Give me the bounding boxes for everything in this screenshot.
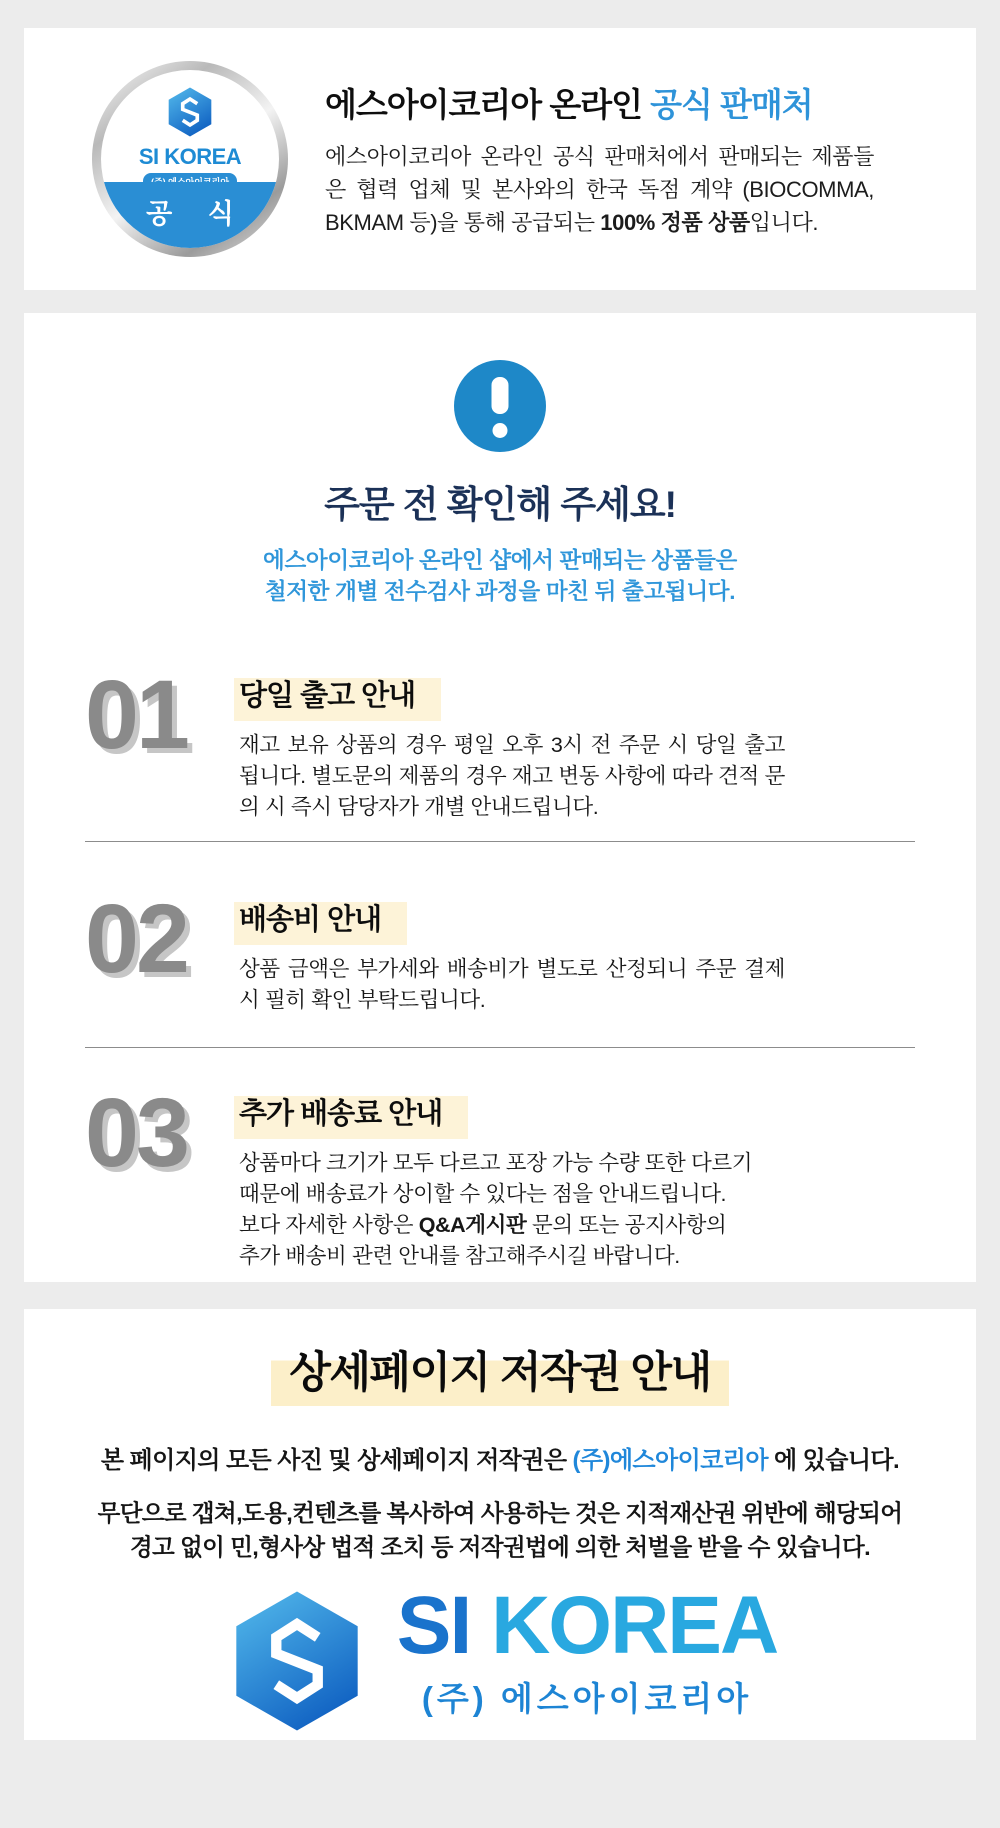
copyright-warning-text (24, 1496, 976, 1564)
ownership-text: 본 페이지의 모든 사진 및 상세페이지 저작권은 (100, 1447, 573, 1474)
section-title: 추가 배송료 안내 (234, 1090, 468, 1139)
section-number: 03 (85, 1078, 187, 1187)
exclamation-icon (454, 360, 546, 452)
description-text: 에스아이코리아 온라인 공식 판매처에서 판매되는 제품들은 협력 업체 및 본사와의 한국 독점 계약 (BIOCOMMA, BKMAM 등)을 통해 공급되는 (325, 144, 874, 235)
section-body-line: 추가 배송비 관련 안내를 참고해주시길 바랍니다. (239, 1244, 680, 1268)
description-tail-text: 입니다. (749, 210, 819, 235)
official-badge-inner (101, 70, 279, 248)
ownership-tail-text: 에 있습니다. (767, 1447, 900, 1474)
footer-logo-company: (주) 에스아이코리아 (421, 1680, 753, 1717)
section-body-line (239, 1210, 915, 1241)
line-text: 문의 또는 공지사항의 (526, 1213, 727, 1237)
section-shipping-fee (85, 842, 915, 1047)
section-number: 01 (85, 660, 187, 769)
section-content (216, 670, 915, 823)
si-korea-hexagon-logo-icon (223, 1587, 371, 1735)
warning-line2: 경고 없이 민,형사상 법적 조치 등 저작권법에 의한 처벌을 받을 수 있습니다. (129, 1534, 871, 1560)
notice-sections (24, 660, 976, 1272)
exclamation-bar (492, 377, 509, 414)
section-extra-shipping-fee (85, 1048, 915, 1272)
line-bold-text: Q&A게시판 (418, 1213, 527, 1237)
footer-logo-wordmark (396, 1580, 778, 1671)
official-seller-title (325, 79, 874, 126)
exclamation-dot (493, 423, 508, 438)
warning-line1: 무단으로 갭쳐,도용,컨텐츠를 복사하여 사용하는 것은 지적재산권 위반에 해당되어 (97, 1500, 903, 1526)
notice-subtitle-line2: 철저한 개별 전수검사 과정을 마친 뒤 출고됩니다. (264, 579, 736, 604)
official-seller-description (325, 140, 874, 239)
official-badge (92, 61, 288, 257)
section-body-line: 상품마다 크기가 모두 다르고 포장 가능 수량 또한 다르기 (239, 1151, 753, 1175)
copyright-title: 상세페이지 저작권 안내 (271, 1339, 728, 1406)
badge-logo-text: SI KOREA (138, 144, 242, 169)
notice-subtitle (24, 545, 976, 607)
section-title: 당일 출고 안내 (234, 672, 441, 721)
section-body: 재고 보유 상품의 경우 평일 오후 3시 전 주문 시 당일 출고 됩니다. 별도문의 제품의 경우 재고 변동 사항에 따라 견적 문의 시 즉시 담당자가 개별 안내드립니다. (239, 733, 785, 819)
si-korea-footer-logo (24, 1580, 976, 1735)
section-body (239, 1148, 915, 1272)
section-number: 02 (85, 884, 187, 993)
section-same-day-shipping (85, 660, 915, 841)
section-body-line: 때문에 배송료가 상이할 수 있다는 점을 안내드립니다. (239, 1182, 727, 1206)
logo-korea-part: KOREA (491, 1580, 778, 1671)
description-bold-text: 100% 정품 상품 (600, 210, 750, 235)
badge-official-label: 공 식 (101, 182, 279, 248)
line-text: 보다 자세한 사항은 (239, 1213, 419, 1237)
copyright-ownership-text (24, 1440, 976, 1475)
section-title: 배송비 안내 (234, 896, 407, 945)
footer-logo-text-block (396, 1580, 778, 1720)
title-blue-part: 공식 판매처 (650, 86, 813, 123)
section-content (216, 894, 915, 1016)
copyright-card (24, 1309, 976, 1740)
official-seller-text (325, 79, 874, 239)
si-korea-hexagon-logo-icon (164, 86, 216, 138)
section-content (216, 1088, 915, 1272)
logo-si-part: SI (396, 1580, 492, 1671)
order-notice-card (24, 313, 976, 1282)
title-black-part: 에스아이코리아 온라인 (325, 86, 651, 123)
notice-subtitle-line1: 에스아이코리아 온라인 샵에서 판매되는 상품들은 (263, 548, 737, 573)
official-seller-card (24, 28, 976, 290)
section-body: 상품 금액은 부가세와 배송비가 별도로 산정되니 주문 결제 시 필히 확인 부탁드립니다. (239, 957, 785, 1012)
notice-heading: 주문 전 확인해 주세요! (324, 484, 676, 525)
company-name-highlight: (주)에스아이코리아 (572, 1447, 768, 1474)
